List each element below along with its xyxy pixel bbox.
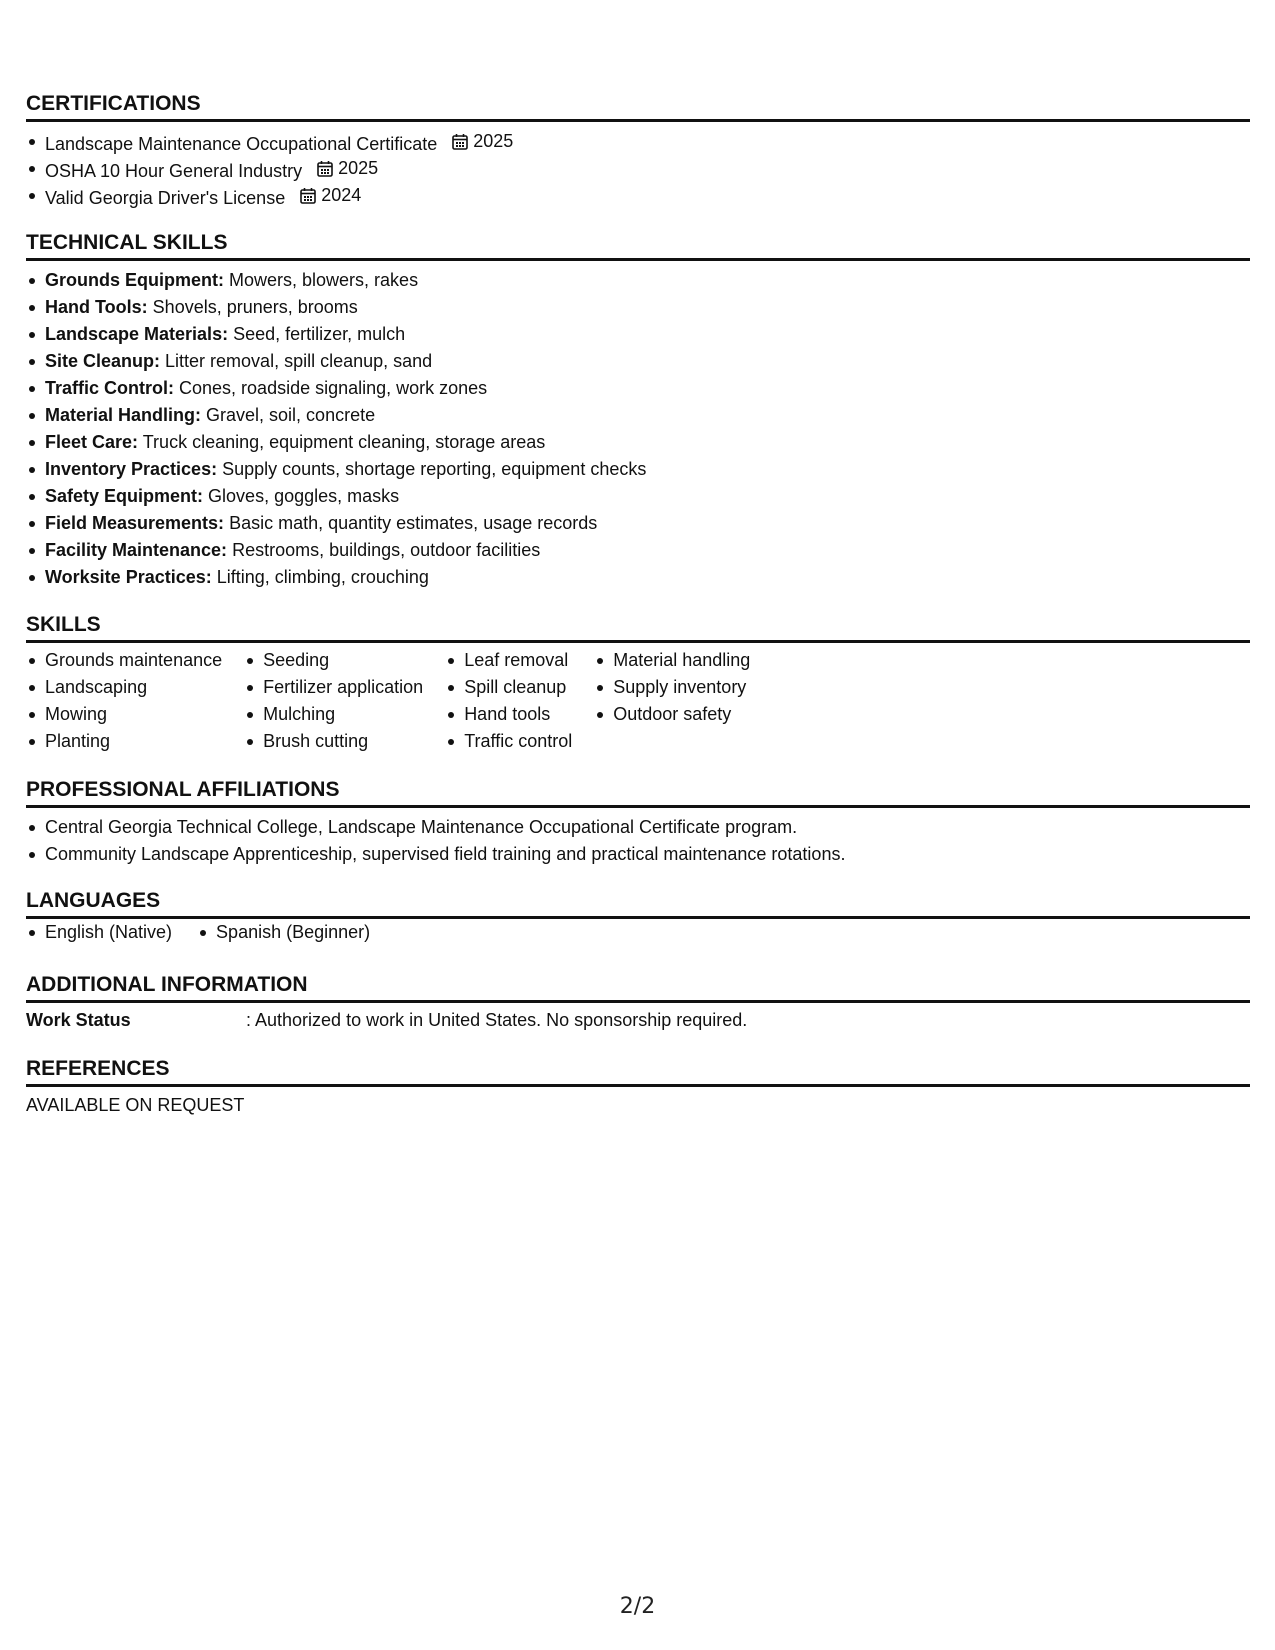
- section-divider: [26, 805, 1250, 808]
- skill-category: Material Handling:: [45, 405, 202, 425]
- list-item: Traffic control: [445, 728, 572, 755]
- list-item: Supply inventory: [594, 674, 750, 701]
- skills-column: [26, 647, 222, 755]
- list-item: [26, 348, 1250, 375]
- list-item: [26, 456, 1250, 483]
- skill-detail: Gravel, soil, concrete: [206, 405, 376, 425]
- list-item: [26, 537, 1250, 564]
- skills-columns: [26, 647, 1250, 755]
- certification-year: 2025: [338, 158, 379, 178]
- references-section: [26, 1056, 1250, 1119]
- languages-section: [26, 888, 1250, 946]
- skill-detail: Supply counts, shortage reporting, equipment checks: [222, 459, 647, 479]
- section-title: SKILLS: [26, 613, 101, 636]
- certifications-list: [26, 128, 1250, 209]
- section-title: ADDITIONAL INFORMATION: [26, 973, 308, 996]
- certification-name: Landscape Maintenance Occupational Certificate: [45, 134, 438, 154]
- list-item: [26, 182, 1250, 209]
- certification-year: 2024: [321, 185, 362, 205]
- section-title: LANGUAGES: [26, 889, 161, 912]
- list-item: Grounds maintenance: [26, 647, 222, 674]
- skill-detail: Truck cleaning, equipment cleaning, storage areas: [142, 432, 546, 452]
- skill-category: Landscape Materials:: [45, 324, 229, 344]
- technical-skills-section: [26, 230, 1250, 591]
- skill-category: Hand Tools:: [45, 297, 148, 317]
- section-title: PROFESSIONAL AFFILIATIONS: [26, 778, 340, 801]
- list-item: [26, 321, 1250, 348]
- skill-detail: Shovels, pruners, brooms: [152, 297, 358, 317]
- certification-name: OSHA 10 Hour General Industry: [45, 161, 303, 181]
- list-item: Landscaping: [26, 674, 222, 701]
- skill-category: Field Measurements:: [45, 513, 225, 533]
- skill-category: Inventory Practices:: [45, 459, 218, 479]
- skill-category: Worksite Practices:: [45, 567, 212, 587]
- work-status-row: [26, 1007, 1250, 1034]
- list-item: Mulching: [244, 701, 423, 728]
- references-text: AVAILABLE ON REQUEST: [26, 1095, 245, 1115]
- section-title: REFERENCES: [26, 1057, 170, 1080]
- skill-category: Facility Maintenance:: [45, 540, 228, 560]
- certifications-section: [26, 91, 1250, 209]
- affiliations-section: [26, 777, 1250, 868]
- list-item: Spanish (Beginner): [197, 919, 370, 946]
- work-status-label: Work Status: [26, 1010, 131, 1030]
- skill-detail: Restrooms, buildings, outdoor facilities: [232, 540, 541, 560]
- skill-category: Fleet Care:: [45, 432, 139, 452]
- section-divider: [26, 258, 1250, 261]
- list-item: Material handling: [594, 647, 750, 674]
- additional-information-section: [26, 972, 1250, 1034]
- skill-category: Site Cleanup:: [45, 351, 161, 371]
- list-item: [26, 375, 1250, 402]
- certification-year: 2025: [473, 131, 514, 151]
- page-number: 2/2: [619, 1594, 656, 1619]
- skill-detail: Cones, roadside signaling, work zones: [179, 378, 488, 398]
- calendar-icon: [452, 133, 468, 150]
- list-item: Spill cleanup: [445, 674, 572, 701]
- calendar-icon: [300, 187, 316, 204]
- skill-detail: Gloves, goggles, masks: [208, 486, 400, 506]
- skill-category: Safety Equipment:: [45, 486, 204, 506]
- skills-column: [244, 647, 423, 755]
- affiliations-list: [26, 814, 1250, 868]
- skill-detail: Litter removal, spill cleanup, sand: [165, 351, 433, 371]
- section-divider: [26, 1084, 1250, 1087]
- list-item: [26, 483, 1250, 510]
- skills-section: [26, 612, 1250, 755]
- skill-detail: Seed, fertilizer, mulch: [233, 324, 406, 344]
- list-item: Hand tools: [445, 701, 572, 728]
- list-item: Brush cutting: [244, 728, 423, 755]
- skills-column: [445, 647, 572, 755]
- skill-category: Traffic Control:: [45, 378, 174, 398]
- list-item: [26, 267, 1250, 294]
- work-status-value: : Authorized to work in United States. No sponsorship required.: [246, 1010, 748, 1030]
- skill-detail: Basic math, quantity estimates, usage records: [229, 513, 598, 533]
- list-item: English (Native): [26, 919, 172, 946]
- list-item: [26, 564, 1250, 591]
- calendar-icon: [317, 160, 333, 177]
- list-item: [26, 429, 1250, 456]
- skill-detail: Lifting, climbing, crouching: [216, 567, 429, 587]
- list-item: Leaf removal: [445, 647, 572, 674]
- certification-name: Valid Georgia Driver's License: [45, 188, 286, 208]
- section-title: CERTIFICATIONS: [26, 92, 201, 115]
- skills-column: [594, 647, 750, 755]
- languages-list: [26, 919, 1250, 946]
- skill-detail: Mowers, blowers, rakes: [229, 270, 419, 290]
- section-divider: [26, 119, 1250, 122]
- list-item: [26, 294, 1250, 321]
- list-item: [26, 510, 1250, 537]
- technical-skills-list: [26, 267, 1250, 591]
- list-item: Community Landscape Apprenticeship, supervised field training and practical maintenance rotations.: [26, 841, 1250, 868]
- list-item: Mowing: [26, 701, 222, 728]
- section-divider: [26, 1000, 1250, 1003]
- section-divider: [26, 640, 1250, 643]
- list-item: Central Georgia Technical College, Landscape Maintenance Occupational Certificate program.: [26, 814, 1250, 841]
- list-item: [26, 402, 1250, 429]
- section-title: TECHNICAL SKILLS: [26, 231, 228, 254]
- skill-category: Grounds Equipment:: [45, 270, 224, 290]
- list-item: Planting: [26, 728, 222, 755]
- list-item: Fertilizer application: [244, 674, 423, 701]
- list-item: [26, 155, 1250, 182]
- list-item: Seeding: [244, 647, 423, 674]
- list-item: Outdoor safety: [594, 701, 750, 728]
- list-item: [26, 128, 1250, 155]
